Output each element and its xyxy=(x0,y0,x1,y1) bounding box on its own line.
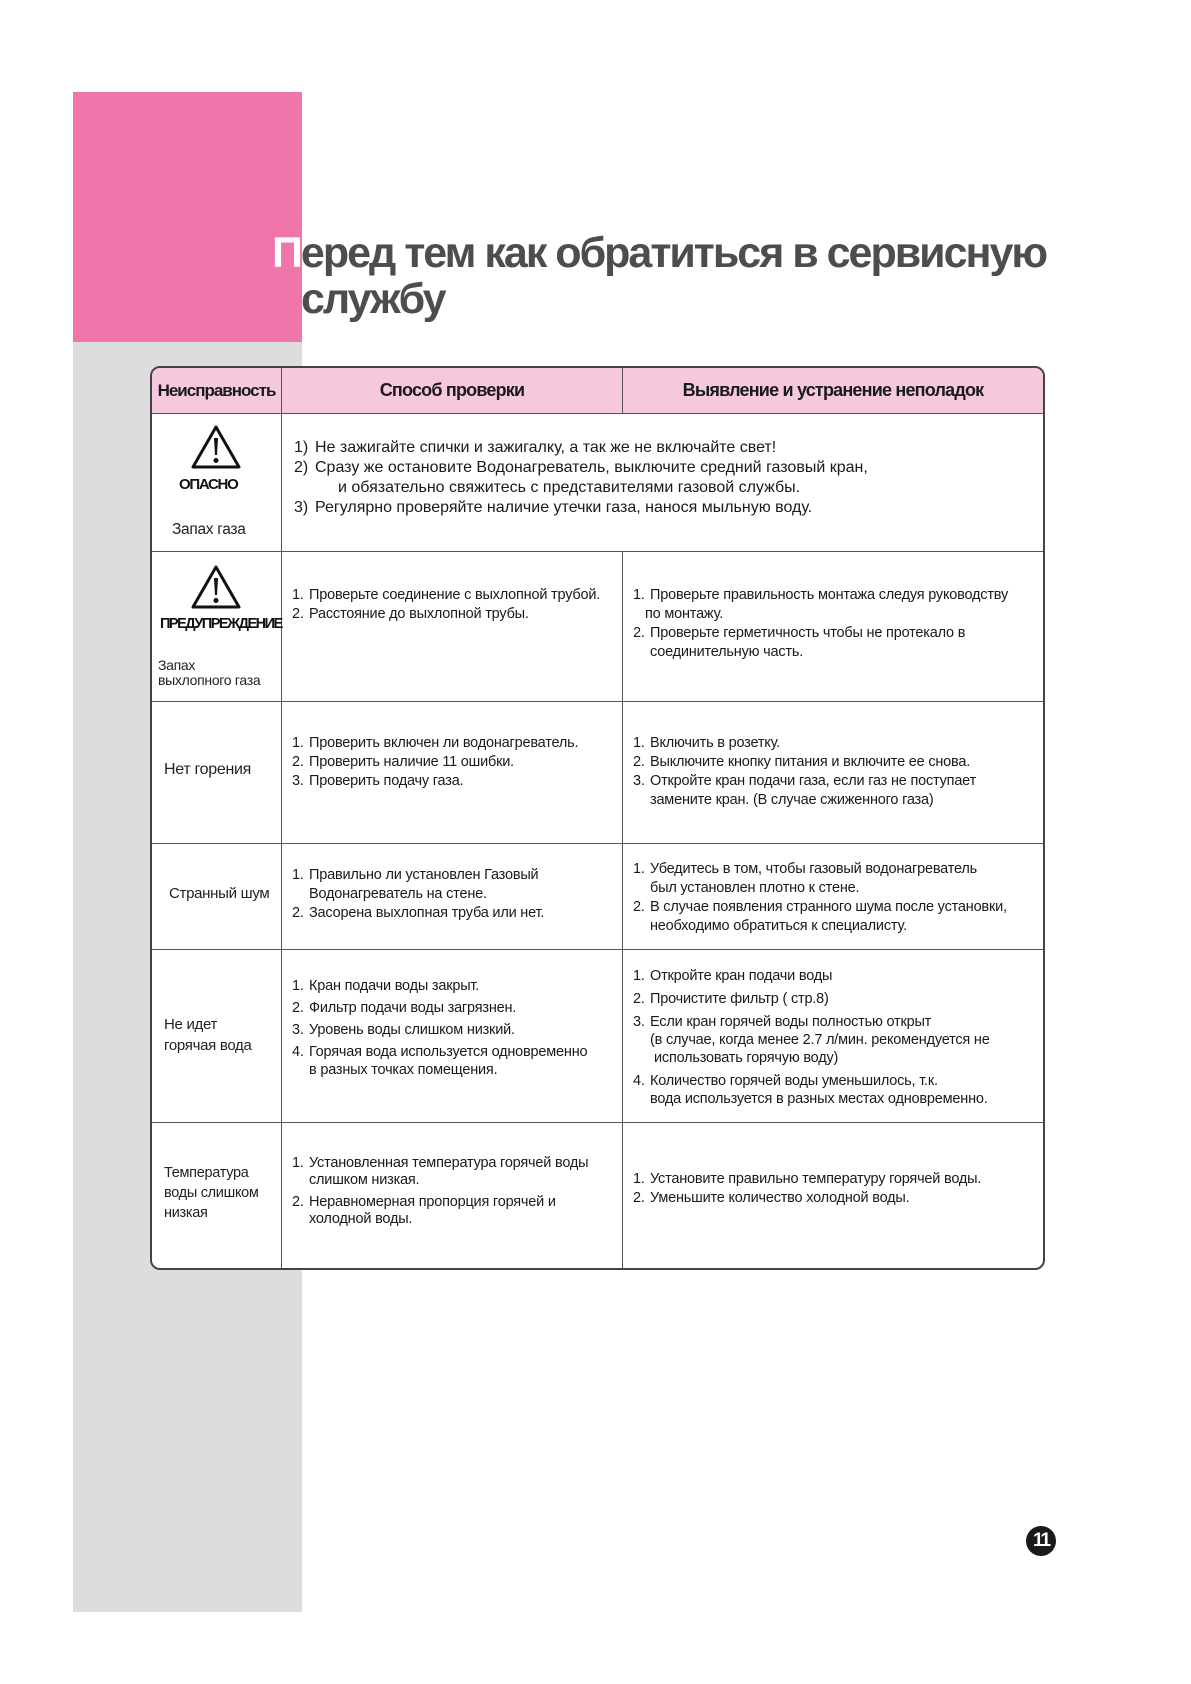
fault-label: Странный шум xyxy=(169,885,270,902)
check-cell-no-hot-water xyxy=(282,950,623,1123)
fix-list xyxy=(633,734,1037,810)
list-item: 3. Проверить подачу газа. xyxy=(292,773,464,789)
fault-cell-low-temperature xyxy=(152,1123,282,1268)
title-line2: службу xyxy=(301,275,445,323)
check-list xyxy=(294,438,1037,518)
check-list xyxy=(292,975,616,1079)
fault-cell-no-burning xyxy=(152,702,282,844)
check-cell-exhaust-smell xyxy=(282,552,623,702)
list-item: 2. Проверить наличие 11 ошибки. xyxy=(292,754,514,770)
list-item: 1. Включить в розетку. xyxy=(633,735,781,751)
warning-label: ПРЕДУПРЕЖДЕНИЕ xyxy=(160,616,282,632)
list-item: 4. Количество горячей воды уменьшилось, т.к. вода используется в разных местах одновременно. xyxy=(633,1073,988,1107)
check-cell-no-burning xyxy=(282,702,623,844)
list-item: 2. Расстояние до выхлопной трубы. xyxy=(292,606,529,622)
fix-list xyxy=(633,586,1037,662)
fault-cell-no-hot-water xyxy=(152,950,282,1123)
list-item: 1. Кран подачи воды закрыт. xyxy=(292,978,480,994)
fix-list xyxy=(633,967,1037,1108)
list-item: 3) Регулярно проверяйте наличие утечки газа, нанося мыльную воду. xyxy=(294,499,813,516)
list-item: 1. Откройте кран подачи воды xyxy=(633,968,833,984)
warning-triangle-icon xyxy=(190,564,242,610)
fault-label: Нет горения xyxy=(164,761,252,778)
fault-label: Запах газа xyxy=(172,521,246,538)
fix-cell-exhaust-smell xyxy=(623,552,1043,702)
check-list xyxy=(292,586,616,624)
list-item: 1. Проверьте правильность монтажа следуя руководству по монтажу. xyxy=(633,587,1009,622)
check-list xyxy=(292,1155,616,1228)
header-check: Способ проверки xyxy=(282,368,623,414)
fault-label: Запах выхлопного газа xyxy=(158,657,261,688)
fix-list xyxy=(633,860,1037,936)
list-item: 2. В случае появления странного шума после установки, необходимо обратиться к специалисту. xyxy=(633,899,1007,934)
list-item: 2. Фильтр подачи воды загрязнен. xyxy=(292,1000,517,1016)
list-item: 2. Неравномерная пропорция горячей и холодной воды. xyxy=(292,1194,556,1227)
fix-cell-low-temperature xyxy=(623,1123,1043,1268)
list-item: 2. Проверьте герметичность чтобы не протекало в соединительную часть. xyxy=(633,625,966,660)
check-cell-low-temperature xyxy=(282,1123,623,1268)
fault-cell-gas-smell xyxy=(152,414,282,552)
header-fix: Выявление и устранение неполадок xyxy=(623,368,1043,414)
fault-cell-exhaust-smell xyxy=(152,552,282,702)
title-first-letter: П xyxy=(272,229,301,277)
fix-cell-no-hot-water xyxy=(623,950,1043,1123)
page-title xyxy=(272,230,1132,322)
header-fault: Неисправность xyxy=(152,368,282,414)
list-item: 2. Уменьшите количество холодной воды. xyxy=(633,1190,910,1206)
check-list xyxy=(292,734,616,791)
warning-triangle-icon xyxy=(190,424,242,470)
side-band-pink xyxy=(73,92,302,342)
list-item: 1. Проверьте соединение с выхлопной трубой. xyxy=(292,587,601,603)
fault-label: Температура воды слишком низкая xyxy=(164,1165,259,1221)
title-line1: еред тем как обратиться в сервисную xyxy=(300,229,1047,277)
list-item: 3. Откройте кран подачи газа, если газ не поступает замените кран. (В случае сжиженного газа) xyxy=(633,773,977,808)
check-list xyxy=(292,866,616,923)
danger-label: ОПАСНО xyxy=(179,476,238,493)
list-item: 1. Проверить включен ли водонагреватель. xyxy=(292,735,579,751)
fix-cell-strange-noise xyxy=(623,844,1043,950)
check-cell-strange-noise xyxy=(282,844,623,950)
list-item: 1. Правильно ли установлен Газовый Водонагреватель на стене. xyxy=(292,867,539,902)
list-item: 3. Если кран горячей воды полностью открыт (в случае, когда менее 2.7 л/мин. рекомендуется не использовать горячую воду) xyxy=(633,1014,990,1066)
fix-cell-no-burning xyxy=(623,702,1043,844)
list-item: 3. Уровень воды слишком низкий. xyxy=(292,1022,515,1038)
troubleshooting-table xyxy=(150,366,1045,1270)
check-cell-gas-smell xyxy=(282,414,1043,552)
fault-label: Не идет горячая вода xyxy=(164,1016,252,1054)
list-item: 1. Установите правильно температуру горячей воды. xyxy=(633,1171,982,1187)
fix-list xyxy=(633,1170,1037,1208)
list-item: 4. Горячая вода используется одновременно в разных точках помещения. xyxy=(292,1044,588,1078)
list-item: 2) Сразу же остановите Водонагреватель, выключите средний газовый кран, и обязательно свяжитесь с представителями газовой службы. xyxy=(294,459,868,496)
list-item: 1. Убедитесь в том, чтобы газовый водонагреватель был установлен плотно к стене. xyxy=(633,861,978,896)
list-item: 2. Прочистите фильтр ( стр.8) xyxy=(633,991,829,1007)
list-item: 2. Выключите кнопку питания и включите ее снова. xyxy=(633,754,971,770)
list-item: 1) Не зажигайте спички и зажигалку, а так же не включайте свет! xyxy=(294,439,777,456)
fault-cell-strange-noise xyxy=(152,844,282,950)
list-item: 2. Засорена выхлопная труба или нет. xyxy=(292,905,545,921)
list-item: 1. Установленная температура горячей воды слишком низкая. xyxy=(292,1155,589,1188)
page-number: 11 xyxy=(1026,1526,1056,1556)
